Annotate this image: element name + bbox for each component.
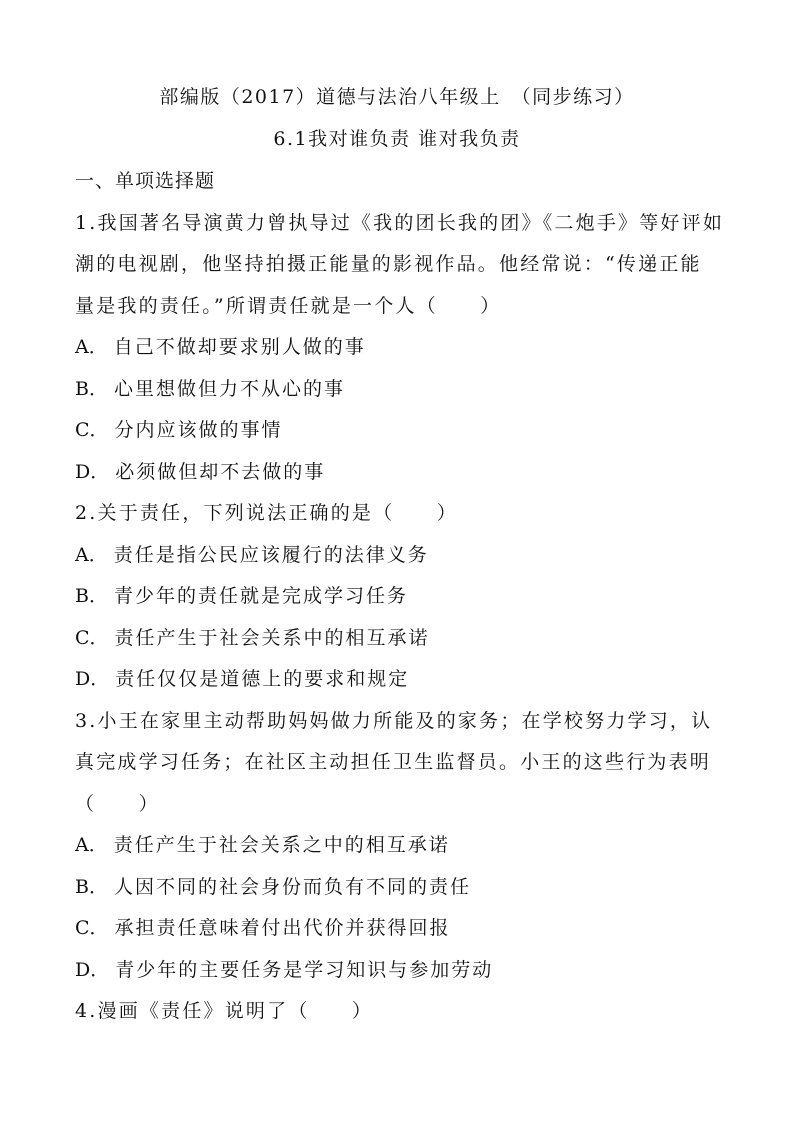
option-label: D． [75, 959, 110, 981]
option-text: 心里想做但力不从心的事 [113, 378, 345, 400]
option-text: 自己不做却要求别人做的事 [113, 336, 366, 358]
question-2-stem: 2.关于责任，下列说法正确的是（ ） [75, 502, 458, 524]
question-4-stem: 4.漫画《责任》说明了（ ） [75, 1000, 374, 1022]
option-text: 责任仅仅是道德上的要求和规定 [115, 668, 410, 690]
option-text: 承担责任意味着付出代价并获得回报 [114, 917, 451, 939]
question-1-stem-line-3: 量是我的责任。”所谓责任就是一个人（ ） [75, 295, 502, 317]
option-text: 责任产生于社会关系中的相互承诺 [114, 627, 430, 649]
option-text: 分内应该做的事情 [114, 419, 283, 441]
option-text: 责任是指公民应该履行的法律义务 [113, 544, 429, 566]
option-label: C． [75, 917, 109, 939]
option-text: 责任产生于社会关系之中的相互承诺 [113, 834, 450, 856]
section-heading: 一、单项选择题 [75, 170, 216, 192]
option-label: A． [75, 834, 108, 856]
worksheet-title: 部编版（2017）道德与法治八年级上 （同步练习） [159, 86, 635, 108]
lesson-subtitle: 6.1我对谁负责 谁对我负责 [273, 128, 521, 150]
option-label: C． [75, 419, 109, 441]
option-label: C． [75, 627, 109, 649]
question-3-stem-line-2: 真完成学习任务；在社区主动担任卫生监督员。小王的这些行为表明 [75, 751, 712, 773]
option-label: D． [75, 461, 110, 483]
option-label: D． [75, 668, 110, 690]
option-text: 人因不同的社会身份而负有不同的责任 [113, 876, 471, 898]
question-1-option-d [75, 459, 325, 485]
option-text: 青少年的责任就是完成学习任务 [113, 585, 408, 607]
option-label: B． [75, 585, 108, 607]
question-3-stem-line-3: （ ） [75, 793, 160, 815]
question-1-option-a [75, 334, 366, 360]
question-3-option-c [75, 915, 451, 941]
question-3-option-a [75, 832, 450, 858]
question-1-option-c [75, 417, 283, 443]
option-text: 必须做但却不去做的事 [115, 461, 326, 483]
question-3-option-d [75, 957, 493, 983]
question-1-option-b [75, 376, 345, 402]
question-1-stem-line-1: 1.我国著名导演黄力曾执导过《我的团长我的团》《二炮手》等好评如 [75, 212, 725, 234]
question-3-option-b [75, 874, 471, 900]
option-label: A． [75, 336, 108, 358]
question-1-stem-line-2: 潮的电视剧，他坚持拍摄正能量的影视作品。他经常说：“传递正能 [75, 253, 702, 275]
question-3-stem-line-1: 3.小王在家里主动帮助妈妈做力所能及的家务；在学校努力学习，认 [75, 710, 713, 732]
option-text: 青少年的主要任务是学习知识与参加劳动 [115, 959, 494, 981]
option-label: B． [75, 876, 108, 898]
question-2-option-c [75, 625, 430, 651]
question-2-option-d [75, 666, 409, 692]
option-label: A． [75, 544, 108, 566]
option-label: B． [75, 378, 108, 400]
question-2-option-b [75, 583, 408, 609]
question-2-option-a [75, 542, 429, 568]
